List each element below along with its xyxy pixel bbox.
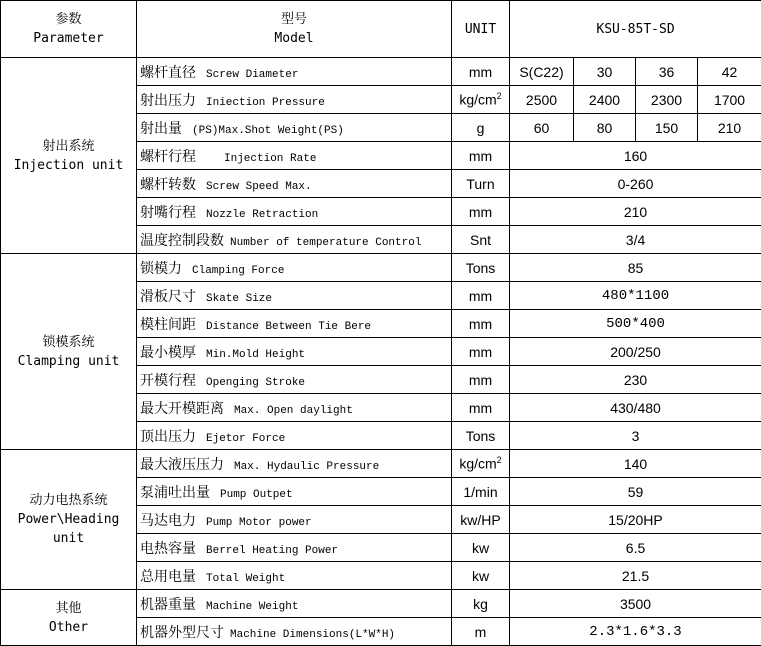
param-en: Clamping Force <box>192 265 284 277</box>
parameter-en: Parameter <box>1 29 136 48</box>
param-value: 1700 <box>698 86 761 114</box>
param-zh: 机器外型尺寸 <box>140 625 224 641</box>
param-en: Ejetor Force <box>206 433 285 445</box>
param-zh: 射出量 <box>140 121 182 137</box>
param-name <box>137 226 452 254</box>
param-zh: 螺杆直径 <box>140 65 196 81</box>
param-name <box>137 282 452 310</box>
param-value: 60 <box>510 114 574 142</box>
param-value: 230 <box>510 366 761 394</box>
header-row <box>1 1 761 58</box>
param-name <box>137 534 452 562</box>
model-header <box>137 1 452 58</box>
param-zh: 机器重量 <box>140 597 196 613</box>
section-zh: 其他 <box>1 599 136 618</box>
param-name <box>137 506 452 534</box>
param-value: 2.3*1.6*3.3 <box>510 618 761 646</box>
param-name <box>137 590 452 618</box>
section-zh: 锁模系统 <box>1 333 136 352</box>
param-unit: kw <box>452 534 510 562</box>
param-name <box>137 394 452 422</box>
param-value: 59 <box>510 478 761 506</box>
param-name <box>137 422 452 450</box>
table-row <box>1 58 761 86</box>
param-value: 21.5 <box>510 562 761 590</box>
param-zh: 顶出压力 <box>140 429 196 445</box>
param-value: 140 <box>510 450 761 478</box>
param-value: 3 <box>510 422 761 450</box>
param-name <box>137 198 452 226</box>
param-value: 3500 <box>510 590 761 618</box>
param-en: Machine Dimensions(L*W*H) <box>230 629 395 641</box>
param-value: 160 <box>510 142 761 170</box>
unit-text: kg/cm <box>459 92 496 108</box>
param-value: 150 <box>636 114 698 142</box>
model-en: Model <box>137 29 451 48</box>
table-row <box>1 450 761 478</box>
param-en: Machine Weight <box>206 601 298 613</box>
unit-text: kg/cm <box>459 456 496 472</box>
param-unit: mm <box>452 198 510 226</box>
param-en: Injection Rate <box>224 153 316 165</box>
param-value: 430/480 <box>510 394 761 422</box>
param-zh: 锁模力 <box>140 261 182 277</box>
param-en: Distance Between Tie Bere <box>206 321 371 333</box>
param-value: 480*1100 <box>510 282 761 310</box>
param-value: 3/4 <box>510 226 761 254</box>
table-row <box>1 590 761 618</box>
param-name <box>137 58 452 86</box>
param-unit: mm <box>452 394 510 422</box>
unit-superscript: 2 <box>497 91 502 101</box>
parameter-zh: 参数 <box>1 10 136 29</box>
model-zh: 型号 <box>137 10 451 29</box>
section-en: Injection unit <box>1 156 136 175</box>
section-zh: 动力电热系统 <box>1 491 136 510</box>
param-unit <box>452 86 510 114</box>
param-zh: 总用电量 <box>140 569 196 585</box>
param-zh: 最大液压压力 <box>140 457 224 473</box>
model-value-header: KSU-85T-SD <box>510 1 761 58</box>
param-value: 30 <box>574 58 636 86</box>
section-en: Other <box>1 618 136 637</box>
param-name <box>137 366 452 394</box>
param-value: 2400 <box>574 86 636 114</box>
param-en: Nozzle Retraction <box>206 209 318 221</box>
param-unit: kw <box>452 562 510 590</box>
param-value: 210 <box>698 114 761 142</box>
section-injection <box>1 58 137 254</box>
param-value: 0-260 <box>510 170 761 198</box>
param-zh: 螺杆行程 <box>140 149 196 165</box>
param-unit: mm <box>452 366 510 394</box>
param-value: S(C22) <box>510 58 574 86</box>
param-en: Openging Stroke <box>206 377 305 389</box>
param-name <box>137 86 452 114</box>
param-en: Pump Outpet <box>220 489 293 501</box>
param-name <box>137 142 452 170</box>
section-power <box>1 450 137 590</box>
param-unit: Tons <box>452 254 510 282</box>
section-en: Clamping unit <box>1 352 136 371</box>
param-en: (PS)Max.Shot Weight(PS) <box>192 125 344 137</box>
param-en: Total Weight <box>206 573 285 585</box>
param-unit <box>452 450 510 478</box>
param-value: 42 <box>698 58 761 86</box>
param-value: 15/20HP <box>510 506 761 534</box>
param-unit: kg <box>452 590 510 618</box>
param-value: 2500 <box>510 86 574 114</box>
param-name <box>137 450 452 478</box>
param-unit: Snt <box>452 226 510 254</box>
param-value: 500*400 <box>510 310 761 338</box>
param-unit: 1/min <box>452 478 510 506</box>
param-zh: 螺杆转数 <box>140 177 196 193</box>
param-value: 210 <box>510 198 761 226</box>
param-en: Screw Speed Max. <box>206 181 312 193</box>
param-name <box>137 114 452 142</box>
param-name <box>137 170 452 198</box>
section-en: Power\Heading unit <box>1 510 136 548</box>
param-en: Berrel Heating Power <box>206 545 338 557</box>
param-en: Skate Size <box>206 293 272 305</box>
param-name <box>137 254 452 282</box>
param-unit: mm <box>452 142 510 170</box>
param-name <box>137 310 452 338</box>
param-unit: m <box>452 618 510 646</box>
param-en: Iniection Pressure <box>206 97 325 109</box>
parameter-header <box>1 1 137 58</box>
param-value: 200/250 <box>510 338 761 366</box>
param-en: Pump Motor power <box>206 517 312 529</box>
param-zh: 滑板尺寸 <box>140 289 196 305</box>
param-en: Max. Hydaulic Pressure <box>234 461 379 473</box>
param-unit: mm <box>452 58 510 86</box>
param-unit: Tons <box>452 422 510 450</box>
param-zh: 电热容量 <box>140 541 196 557</box>
param-name <box>137 618 452 646</box>
param-unit: mm <box>452 338 510 366</box>
param-zh: 开模行程 <box>140 373 196 389</box>
param-en: Max. Open daylight <box>234 405 353 417</box>
section-zh: 射出系统 <box>1 137 136 156</box>
param-zh: 模柱间距 <box>140 317 196 333</box>
param-zh: 马达电力 <box>140 513 196 529</box>
unit-header: UNIT <box>452 1 510 58</box>
param-en: Min.Mold Height <box>206 349 305 361</box>
section-other <box>1 590 137 646</box>
param-value: 6.5 <box>510 534 761 562</box>
param-name <box>137 338 452 366</box>
param-name <box>137 478 452 506</box>
param-unit: mm <box>452 282 510 310</box>
param-value: 2300 <box>636 86 698 114</box>
param-unit: Turn <box>452 170 510 198</box>
table-row <box>1 254 761 282</box>
param-zh: 最大开模距离 <box>140 401 224 417</box>
param-zh: 射出压力 <box>140 93 196 109</box>
param-en: Screw Diameter <box>206 69 298 81</box>
param-zh: 最小模厚 <box>140 345 196 361</box>
param-unit: g <box>452 114 510 142</box>
section-clamping <box>1 254 137 450</box>
param-en: Number of temperature Control <box>230 237 421 249</box>
param-value: 85 <box>510 254 761 282</box>
param-value: 80 <box>574 114 636 142</box>
param-unit: kw/HP <box>452 506 510 534</box>
unit-superscript: 2 <box>497 455 502 465</box>
param-name <box>137 562 452 590</box>
param-value: 36 <box>636 58 698 86</box>
param-zh: 温度控制段数 <box>140 233 224 249</box>
param-zh: 泵浦吐出量 <box>140 485 210 501</box>
param-zh: 射嘴行程 <box>140 205 196 221</box>
param-unit: mm <box>452 310 510 338</box>
